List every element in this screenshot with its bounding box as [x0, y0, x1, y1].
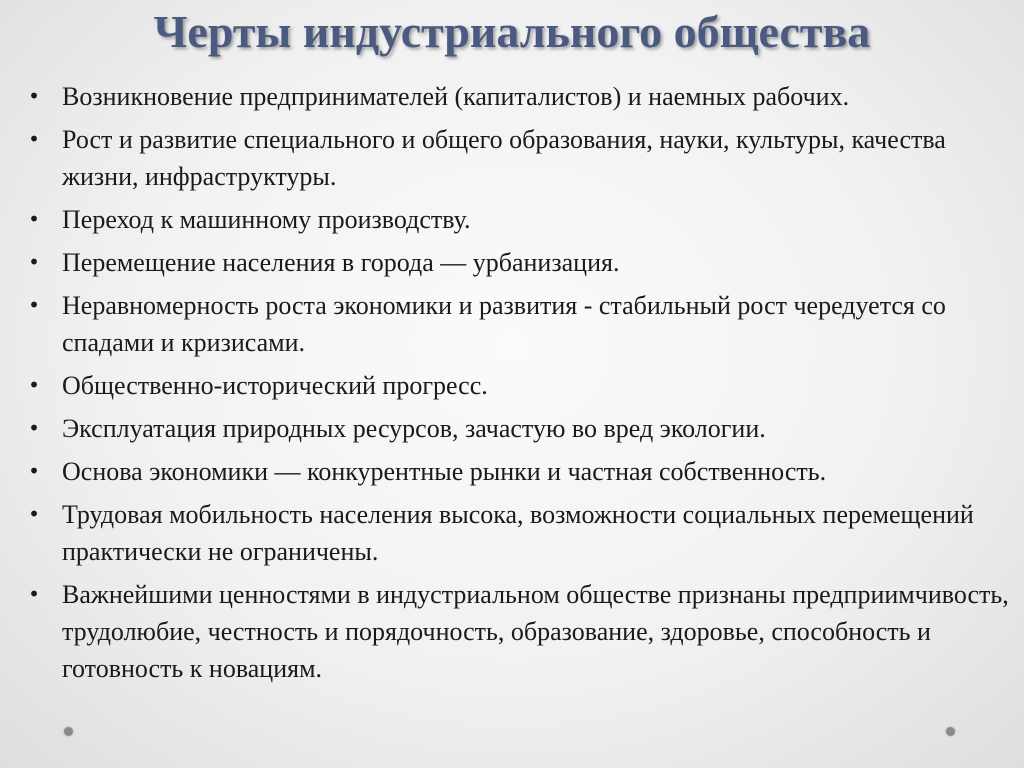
- bullet-icon: •: [28, 84, 40, 108]
- bullet-icon: •: [28, 127, 40, 151]
- bullet-text: Трудовая мобильность населения высока, возможности социальных перемещений практически не ограничены.: [62, 500, 974, 566]
- bullet-text: Возникновение предпринимателей (капиталистов) и наемных рабочих.: [62, 82, 850, 111]
- bullet-icon: •: [28, 459, 40, 483]
- bullet-icon: •: [28, 207, 40, 231]
- bullet-icon: •: [28, 250, 40, 274]
- bullet-item: [22, 78, 1012, 115]
- decorative-dot-left-icon: [64, 727, 73, 736]
- bullet-text: Неравномерность роста экономики и развития - стабильный рост чередуется со спадами и кризисами.: [62, 291, 946, 357]
- bullet-item: [22, 201, 1012, 238]
- slide-title: Черты индустриального общества: [153, 6, 871, 57]
- bullet-item: [22, 367, 1012, 404]
- bullet-text: Перемещение населения в города — урбанизация.: [62, 248, 620, 277]
- bullet-item: [22, 410, 1012, 447]
- bullet-item: [22, 121, 1012, 195]
- bullet-item: [22, 453, 1012, 490]
- bullet-text: Важнейшими ценностями в индустриальном обществе признаны предприимчивость, трудолюбие, честность и порядочность, образование, здоровье, способность и готовность к новациям.: [62, 580, 1009, 683]
- bullet-icon: •: [28, 373, 40, 397]
- bullet-text: Переход к машинному производству.: [62, 205, 471, 234]
- bullet-item: [22, 287, 1012, 361]
- bullet-icon: •: [28, 582, 40, 606]
- bullet-icon: •: [28, 293, 40, 317]
- bullet-item: [22, 244, 1012, 281]
- bullet-text: Эксплуатация природных ресурсов, зачастую во вред экологии.: [62, 414, 766, 443]
- bullet-icon: •: [28, 416, 40, 440]
- bullet-text: Общественно-исторический прогресс.: [62, 371, 488, 400]
- bullet-list: [22, 78, 1012, 693]
- bullet-item: [22, 496, 1012, 570]
- bullet-text: Основа экономики — конкурентные рынки и частная собственность.: [62, 457, 827, 486]
- bullet-item: [22, 576, 1012, 687]
- bullet-text: Рост и развитие специального и общего образования, науки, культуры, качества жизни, инфраструктуры.: [62, 125, 946, 191]
- decorative-dot-right-icon: [946, 727, 955, 736]
- bullet-icon: •: [28, 502, 40, 526]
